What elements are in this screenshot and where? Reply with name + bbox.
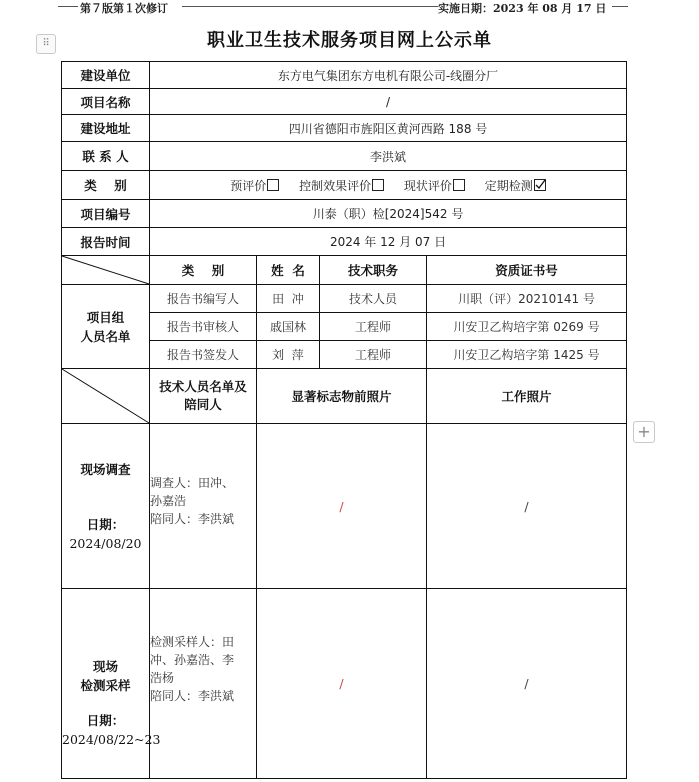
section-title: 现场调查 xyxy=(80,461,131,477)
section-sampling-persons[interactable]: 检测采样人：田 冲、孙嘉浩、李 浩杨 陪同人：李洪斌 xyxy=(150,589,257,779)
member-role[interactable]: 报告书编写人 xyxy=(150,285,257,313)
photo-header-landmark: 显著标志物前照片 xyxy=(257,369,427,424)
section-date: 2024/08/20 xyxy=(69,535,142,551)
value-report-time[interactable]: 2024 年 12 月 07 日 xyxy=(150,228,627,256)
member-title[interactable]: 工程师 xyxy=(320,341,427,369)
checkbox-pre-eval[interactable] xyxy=(267,179,279,191)
diagonal-cell-2 xyxy=(62,369,150,424)
photo-header-row xyxy=(62,369,627,424)
team-group-label: 项目组 人员名单 xyxy=(62,285,150,369)
row-address xyxy=(62,115,627,142)
team-header-role: 类 别 xyxy=(150,256,257,285)
team-header-name: 姓 名 xyxy=(257,256,320,285)
value-address[interactable]: 四川省德阳市旌阳区黄河西路 188 号 xyxy=(150,115,627,142)
row-report-time xyxy=(62,228,627,256)
row-unit xyxy=(62,62,627,89)
work-photo-survey[interactable]: / xyxy=(427,424,627,589)
section-title: 现场 检测采样 xyxy=(80,658,131,693)
member-title[interactable]: 工程师 xyxy=(320,313,427,341)
value-project[interactable]: / xyxy=(150,89,627,115)
photo-header-work: 工作照片 xyxy=(427,369,627,424)
label-category: 类 别 xyxy=(62,171,150,200)
checkbox-status-eval[interactable] xyxy=(453,179,465,191)
label-unit: 建设单位 xyxy=(62,62,150,89)
member-name[interactable]: 刘 萍 xyxy=(257,341,320,369)
section-survey-label xyxy=(62,424,150,589)
row-project xyxy=(62,89,627,115)
team-header-cert: 资质证书号 xyxy=(427,256,627,285)
checkbox-control-eval[interactable] xyxy=(372,179,384,191)
add-column-button[interactable]: + xyxy=(633,421,655,443)
section-survey xyxy=(62,424,627,589)
diagonal-cell xyxy=(62,256,150,285)
work-photo-sampling[interactable]: / xyxy=(427,589,627,779)
member-cert[interactable]: 川职（评）20210141 号 xyxy=(427,285,627,313)
version-text: 第７版第１次修订 xyxy=(80,2,168,15)
value-contact[interactable]: 李洪斌 xyxy=(150,142,627,171)
option-pre-eval[interactable]: 预评价 xyxy=(230,179,279,193)
landmark-photo-survey[interactable]: / xyxy=(257,424,427,589)
value-number[interactable]: 川泰（职）检[2024]542 号 xyxy=(150,200,627,228)
landmark-photo-sampling[interactable]: / xyxy=(257,589,427,779)
label-address: 建设地址 xyxy=(62,115,150,142)
member-cert[interactable]: 川安卫乙构培字第 0269 号 xyxy=(427,313,627,341)
member-title[interactable]: 技术人员 xyxy=(320,285,427,313)
section-date: 2024/08/22~23 xyxy=(62,731,161,747)
member-name[interactable]: 田 冲 xyxy=(257,285,320,313)
checkbox-periodic-test-checked[interactable] xyxy=(534,179,546,191)
team-row xyxy=(62,285,627,313)
team-header-title: 技术职务 xyxy=(320,256,427,285)
label-project: 项目名称 xyxy=(62,89,150,115)
date-label: 日期： xyxy=(86,712,125,728)
category-options xyxy=(150,171,627,200)
team-header-row xyxy=(62,256,627,285)
label-contact: 联 系 人 xyxy=(62,142,150,171)
row-number xyxy=(62,200,627,228)
option-periodic-test[interactable]: 定期检测 xyxy=(485,179,546,193)
option-control-eval[interactable]: 控制效果评价 xyxy=(299,179,384,193)
label-number: 项目编号 xyxy=(62,200,150,228)
photo-header-persons: 技术人员名单及陪同人 xyxy=(150,369,257,424)
section-survey-persons[interactable]: 调查人：田冲、 孙嘉浩 陪同人：李洪斌 xyxy=(150,424,257,589)
label-report-time: 报告时间 xyxy=(62,228,150,256)
section-sampling-label xyxy=(62,589,161,779)
page-header xyxy=(0,0,699,14)
member-role[interactable]: 报告书签发人 xyxy=(150,341,257,369)
drag-handle-icon[interactable]: ⠿ xyxy=(36,34,56,54)
value-unit[interactable]: 东方电气集团东方电机有限公司-线圈分厂 xyxy=(150,62,627,89)
date-label: 日期： xyxy=(86,516,125,532)
member-cert[interactable]: 川安卫乙构培字第 1425 号 xyxy=(427,341,627,369)
member-role[interactable]: 报告书审核人 xyxy=(150,313,257,341)
member-name[interactable]: 戚国林 xyxy=(257,313,320,341)
row-category xyxy=(62,171,627,200)
section-sampling xyxy=(62,589,627,779)
notice-table xyxy=(61,61,627,779)
row-contact xyxy=(62,142,627,171)
page-title: 职业卫生技术服务项目网上公示单 xyxy=(207,30,492,51)
option-status-eval[interactable]: 现状评价 xyxy=(404,179,465,193)
effective-date-text: 实施日期：2023 年 08 月 17 日 xyxy=(438,2,607,15)
